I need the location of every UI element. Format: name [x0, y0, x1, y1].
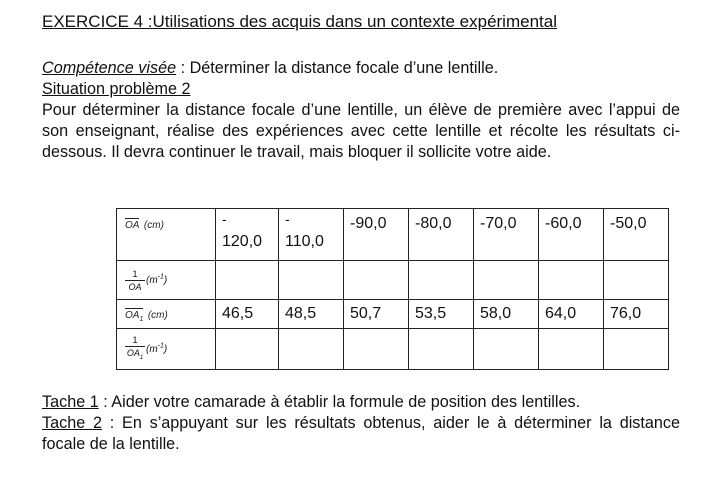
table-cell: [409, 329, 474, 370]
row-label-inv-oa1: $\frac{1}{OA_1}$ $(m^{-1})$: [117, 329, 216, 370]
table-cell: 58,0: [474, 300, 539, 329]
table-cell: - 110,0: [279, 209, 344, 261]
table-row-inv-oa1: [117, 329, 669, 370]
competence-label: Compétence visée: [42, 59, 177, 77]
row-label-oa1: $OA_1$ (cm): [117, 300, 216, 329]
situation-title: Situation problème 2: [42, 80, 191, 98]
table-row-oa: [117, 209, 669, 261]
table-cell: [539, 261, 604, 300]
table-cell: -90,0: [344, 209, 409, 261]
table-cell: [279, 261, 344, 300]
table-cell: 53,5: [409, 300, 474, 329]
table-cell: [539, 329, 604, 370]
table-row-oa1: [117, 300, 669, 329]
table-cell: - 120,0: [216, 209, 279, 261]
table-row-inv-oa: [117, 261, 669, 300]
table-cell: 48,5: [279, 300, 344, 329]
table-cell: [409, 261, 474, 300]
tache1-line: [42, 392, 680, 413]
table-cell: [216, 329, 279, 370]
exercise-title: EXERCICE 4 :Utilisations des acquis dans un contexte expérimental: [42, 12, 557, 31]
table-cell: [474, 261, 539, 300]
table-cell: [474, 329, 539, 370]
tache1-text: : Aider votre camarade à établir la formule de position des lentilles.: [98, 393, 581, 411]
table-cell: [216, 261, 279, 300]
table-cell: [344, 261, 409, 300]
table-cell: [604, 261, 669, 300]
results-table: [116, 208, 669, 370]
table-cell: [604, 329, 669, 370]
row-label-inv-oa: $\frac{1}{OA}$ $(m^{-1})$: [117, 261, 216, 300]
table-cell: [344, 329, 409, 370]
table-cell: 76,0: [604, 300, 669, 329]
competence-text: : Déterminer la distance focale d’une lentille.: [176, 59, 499, 77]
table-cell: -60,0: [539, 209, 604, 261]
table-cell: [279, 329, 344, 370]
table-cell: -80,0: [409, 209, 474, 261]
tache2-text: : En s’appuyant sur les résultats obtenus, aider le à déterminer la distance focale de la lentille.: [42, 414, 680, 453]
table-cell: -50,0: [604, 209, 669, 261]
row-label-oa: OA (cm): [117, 209, 216, 261]
tache2-line: [42, 413, 680, 455]
competence-line: [42, 58, 680, 79]
table-cell: -70,0: [474, 209, 539, 261]
tache1-label: Tache 1: [42, 393, 99, 411]
intro-paragraph: Pour déterminer la distance focale d’une lentille, un élève de première avec l’appui de son enseignant, réalise des expériences avec cette lentille et récolte les résultats ci-dessous. Il devra continuer le travail, mais bloquer il sollicite votre aide.: [42, 101, 680, 161]
table-cell: 50,7: [344, 300, 409, 329]
table-cell: 46,5: [216, 300, 279, 329]
tache2-label: Tache 2: [42, 414, 102, 432]
table-cell: 64,0: [539, 300, 604, 329]
